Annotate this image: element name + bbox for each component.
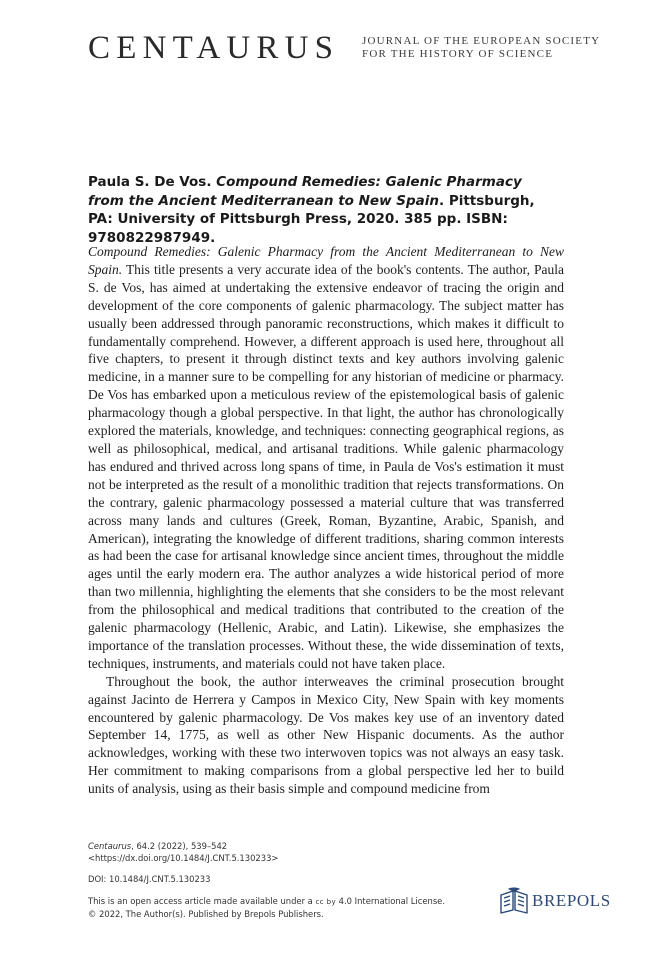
review-book-title: Compound Remedies: Galenic Pharmacy from the Ancient Mediterranean to New Spain: [88, 174, 522, 209]
journal-header: [88, 30, 648, 70]
review-heading: [88, 173, 558, 247]
citation-journal: Centaurus: [88, 841, 132, 851]
license-pre: This is an open access article made available under a: [88, 896, 316, 906]
publisher-name: BREPOLS: [532, 891, 611, 910]
citation-line: [88, 840, 558, 852]
brepols-book-icon: [498, 886, 530, 916]
license-line: [88, 895, 558, 908]
paragraph-1-text: This title presents a very accurate idea of the book's contents. The author, Paula S. de Vos, has aimed at undertaking the extensive endeavor of tracing the origin and development of the core components of galenic pharmacology. The subject matter has usually been addressed through panoramic reconstructions, which makes it difficult to fundamentally comprehend. However, a different approach is used here, throughout all five chapters, to present it through distinct texts and key authors involving galenic medicine, in a manner sure to be compelling for any historian of medicine or pharmacy. De Vos has embarked upon a meticulous review of the epistemological basis of galenic pharmacology though a global perspective. In that light, the author has chronologically explored the materials, knowledge, and techniques: connecting geographical regions, as well as philosophical, medical, and artisanal traditions. While galenic pharmacology has endured and thrived across long spans of time, in Paula de Vos's estimation it must not be interpreted as the result of a monolithic tradition that rejects transformations. On the contrary, galenic pharmacology possessed a material culture that was transferred across many lands and cultures (Greek, Roman, Byzantine, Arabic, Spanish, and American), integrating the knowledge of different traditions, sharing common interests as had been the case for artisanal knowledge since ancient times, throughout the middle ages until the early modern era. The author analyzes a wide historical period of more than two millennia, highlighting the elements that she considers to be the most relevant from the philosophical and medical traditions that contributed to the creation of the galenic pharmacology (Hellenic, Arabic, and Latin). Likewise, she emphasizes the importance of the translation processes. Without these, the wide dissemination of texts, techniques, instruments, and materials could not have taken place.: [88, 261, 564, 671]
paragraph-2: Throughout the book, the author interweaves the criminal prosecution brought against Jacinto de Herrera y Campos in Mexico City, New Spain with key moments encountered by galenic pharmacology. De Vos makes key use of an inventory dated September 14, 1775, as well as other New Hispanic documents. As the author acknowledges, working with these two interwoven topics was not always an easy task. Her commitment to making comparisons from a global perspective led her to build units of analysis, using as their basis simple and compound medicine from: [88, 673, 564, 797]
review-author: Paula S. De Vos.: [88, 174, 212, 190]
journal-logo: CENTAURUS: [88, 30, 340, 66]
review-publication: . Pittsburgh, PA: University of Pittsburgh Press, 2020. 385 pp. ISBN: 9780822987949.: [88, 192, 535, 246]
citation-url[interactable]: <https://dx.doi.org/10.1484/J.CNT.5.130233>: [88, 853, 279, 863]
paragraph-1-title: Compound Remedies: Galenic Pharmacy from the Ancient Mediterranean to New Spain.: [88, 244, 564, 277]
journal-subtitle-line1: JOURNAL OF THE EUROPEAN SOCIETY: [362, 35, 601, 47]
citation-details: , 64.2 (2022), 539–542: [131, 841, 228, 851]
brepols-logo: [498, 886, 618, 918]
page-footer: [88, 840, 558, 920]
review-body: [88, 243, 564, 798]
journal-subtitle-line2: FOR THE HISTORY OF SCIENCE: [362, 48, 554, 60]
license-post: 4.0 International License.: [336, 896, 445, 906]
paragraph-1: [88, 243, 564, 673]
copyright-line: © 2022, The Author(s). Published by Brepols Publishers.: [88, 909, 324, 919]
license-cc[interactable]: cc by: [315, 898, 336, 906]
doi-line[interactable]: DOI: 10.1484/J.CNT.5.130233: [88, 874, 211, 884]
journal-subtitle: [362, 35, 600, 61]
